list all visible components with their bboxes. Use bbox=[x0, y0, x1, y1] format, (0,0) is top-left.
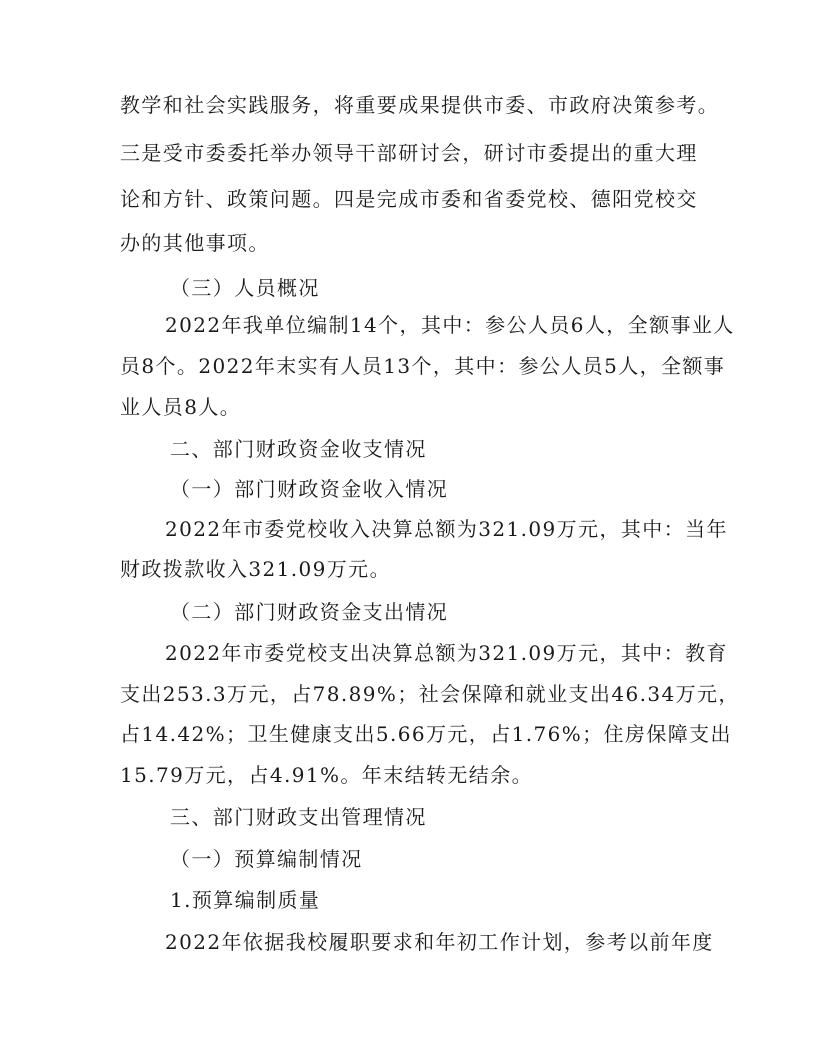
paragraph-line: 业人员8人。 bbox=[120, 395, 242, 419]
section-heading: 三、部门财政支出管理情况 bbox=[170, 805, 427, 829]
section-heading: （一）部门财政资金收入情况 bbox=[170, 477, 449, 501]
paragraph-line: 员8个。2022年末实有人员13个，其中：参公人员5人，全额事 bbox=[120, 354, 726, 378]
section-heading: （二）部门财政资金支出情况 bbox=[170, 600, 449, 624]
paragraph-line: 三是受市委委托举办领导干部研讨会，研讨市委提出的重大理 bbox=[120, 141, 698, 165]
paragraph-line: 2022年市委党校支出决算总额为321.09万元，其中：教育 bbox=[165, 641, 728, 665]
section-heading: （三）人员概况 bbox=[170, 276, 320, 300]
paragraph-line: 2022年依据我校履职要求和年初工作计划，参考以前年度 bbox=[165, 930, 714, 954]
paragraph-line: 教学和社会实践服务，将重要成果提供市委、市政府决策参考。 bbox=[120, 93, 720, 117]
paragraph-line: 2022年我单位编制14个，其中：参公人员6人，全额事业人 bbox=[165, 313, 735, 337]
paragraph-line: 办的其他事项。 bbox=[120, 231, 270, 255]
paragraph-line: 2022年市委党校收入决算总额为321.09万元，其中：当年 bbox=[165, 517, 728, 541]
section-heading: 二、部门财政资金收支情况 bbox=[170, 437, 427, 461]
paragraph-line: 支出253.3万元，占78.89%；社会保障和就业支出46.34万元， bbox=[120, 682, 740, 706]
paragraph-line: 15.79万元，占4.91%。年末结转无结余。 bbox=[120, 763, 533, 787]
subsection-heading: 1.预算编制质量 bbox=[170, 888, 321, 912]
paragraph-line: 占14.42%；卫生健康支出5.66万元，占1.76%；住房保障支出 bbox=[120, 722, 732, 746]
section-heading: （一）预算编制情况 bbox=[170, 847, 363, 871]
paragraph-line: 财政拨款收入321.09万元。 bbox=[120, 557, 391, 581]
paragraph-line: 论和方针、政策问题。四是完成市委和省委党校、德阳党校交 bbox=[120, 187, 698, 211]
